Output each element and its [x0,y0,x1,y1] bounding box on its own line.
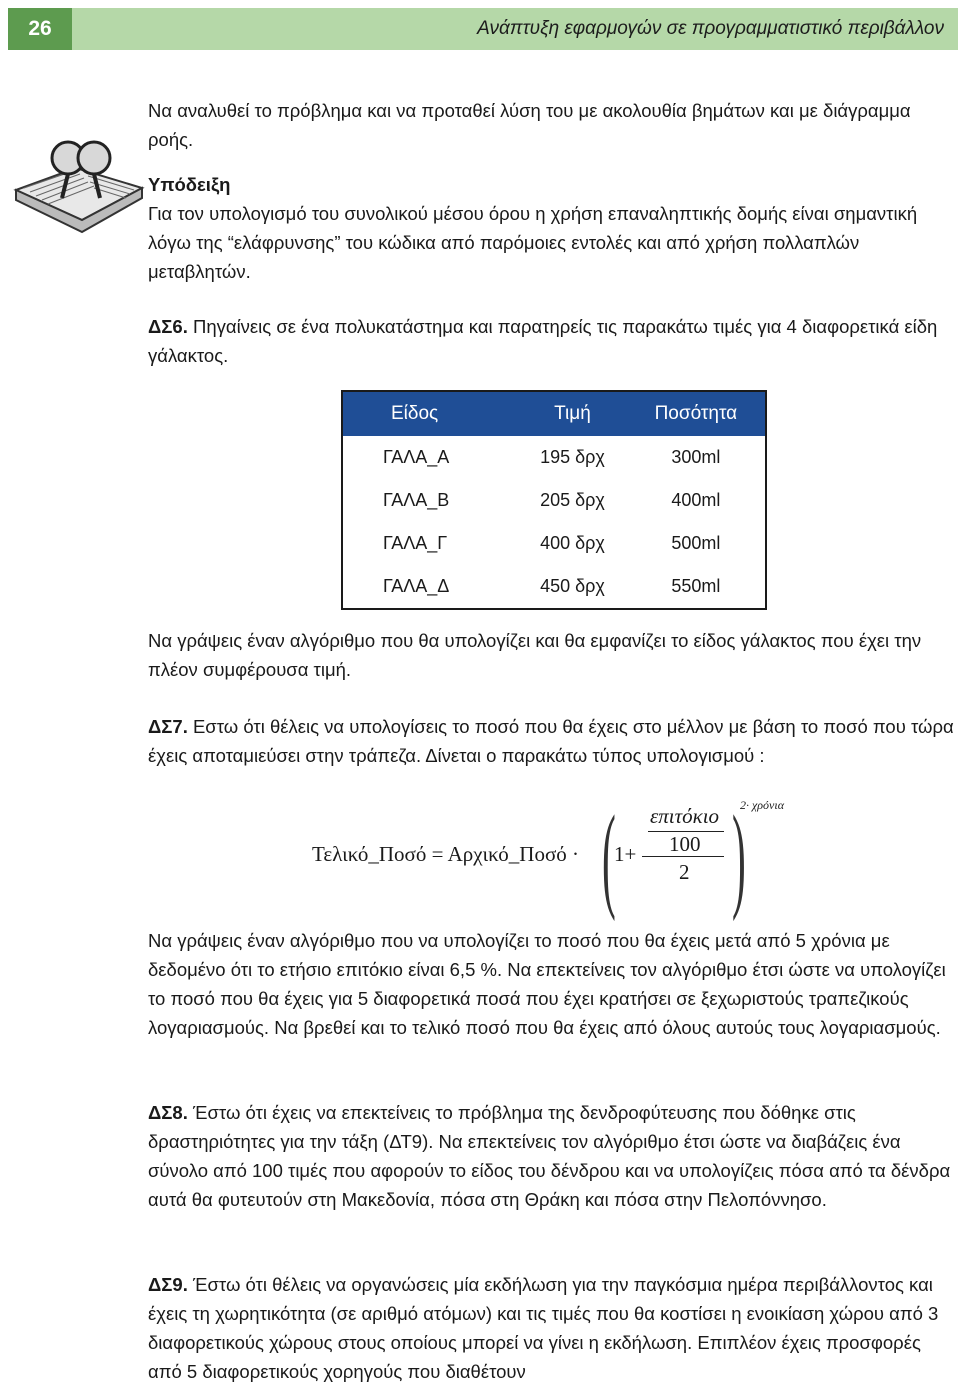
ds6-label: ΔΣ6. [148,316,188,337]
table-cell: 400 δρχ [540,533,605,553]
table-cell: 300ml [671,447,721,467]
ds7-paragraph [148,712,956,770]
formula-lhs: Τελικό_Ποσό = Αρχικό_Ποσό · [312,842,580,866]
table-row [342,522,766,565]
table-cell: 500ml [671,533,721,553]
column-header: Τιμή [518,391,627,436]
right-paren: ) [732,791,746,922]
left-paren: ( [602,791,616,922]
chapter-title: Ανάπτυξη εφαρμογών σε προγραμματιστικό περιβάλλον [72,8,958,50]
milk-price-table [341,390,767,610]
column-header: Ποσότητα [627,391,766,436]
ds9-paragraph [148,1270,956,1386]
ds7-text: Εστω ότι θέλεις να υπολογίσεις το ποσό που θα έχεις στο μέλλον με βάση το ποσό που τώρα έχεις αποταμιεύσει στην τράπεζα. Δίνεται ο παρακάτω τύπος υπολογισμού : [148,716,954,766]
table-cell: 400ml [671,490,721,510]
ds9-text: Έστω ότι θέλεις να οργανώσεις μία εκδήλωση για την παγκόσμια ημέρα περιβάλλοντος και έχεις τη χωρητικότητα (σε αριθμό ατόμων) και τις τιμές που θα κοστίσει η ενοικίαση χώρου από 3 διαφορετικούς χώρους στους οποίους μπορεί να γίνει η εκδήλωση. Επιπλέον έχεις προσφορές από 5 διαφορετικούς χορηγούς που διαθέτουν [148,1274,939,1382]
ds8-label: ΔΣ8. [148,1102,188,1123]
table-cell: ΓΑΛΑ_Γ [383,533,448,553]
table-cell: ΓΑΛΑ_Δ [383,576,450,596]
page-number: 26 [8,8,72,50]
ds6-text: Πηγαίνεις σε ένα πολυκατάστημα και παρατηρείς τις παρακάτω τιμές για 4 διαφορετικά είδη γάλακτος. [148,316,938,366]
page-header [8,8,958,50]
table-cell: ΓΑΛΑ_Α [383,447,450,467]
ds6-task: Να γράψεις έναν αλγόριθμο που θα υπολογίζει και θα εμφανίζει το είδος γάλακτος που έχει την πλέον συμφέρουσα τιμή. [148,630,922,680]
ds7-task: Να γράψεις έναν αλγόριθμο που να υπολογίζει το ποσό που θα έχεις μετά από 5 χρόνια με δεδομένο ότι το ετήσιο επιτόκιο είναι 6,5 %. Να επεκτείνεις τον αλγόριθμο έτσι ώστε να υπολογίζει το ποσό που θα έχεις για 5 διαφορετικά ποσά που έχει κρατήσει σε ξεχωριστούς τραπεζικούς λογαριασμούς. Να βρεθεί και το τελικό ποσό που θα έχεις από όλους αυτούς τους λογαριασμούς. [148,930,946,1038]
table-cell: ΓΑΛΑ_Β [383,490,450,510]
ds8-text: Έστω ότι έχεις να επεκτείνεις το πρόβλημα της δενδροφύτευσης που δόθηκε στις δραστηριότητες για την τάξη (ΔΤ9). Να επεκτείνεις τον αλγόριθμο έτσι ώστε να διαβάζεις ένα σύνολο από 100 τιμές που αφορούν το είδος του δένδρου και να υπολογίζεις πόσα από τα δένδρα αυτά θα φυτευτούν στη Μακεδονία, πόσα στη Θράκη και πόσα στην Πελοπόννησο. [148,1102,951,1210]
ds6-paragraph [148,312,956,370]
formula-exponent: 2· χρόνια [740,798,784,812]
table-cell: 195 δρχ [540,447,605,467]
interest-formula [312,790,812,920]
formula-middle: 100 [669,832,701,856]
table-cell: 550ml [671,576,721,596]
ds7-label: ΔΣ7. [148,716,188,737]
column-header: Είδος [342,391,518,436]
hint-title: Υπόδειξη [148,174,231,195]
formula-one-plus: 1+ [614,842,637,866]
ds8-paragraph [148,1098,956,1214]
formula-numerator: επιτόκιο [650,804,720,828]
hint-text: Για τον υπολογισμό του συνολικού μέσου όρου η χρήση επαναληπτικής δομής είναι σημαντική λόγω της “ελάφρυνσης” του κώδικα από παρόμοιες εντολές και από χρήση πολλαπλών μεταβλητών. [148,203,918,282]
formula-denominator: 2 [679,860,690,884]
table-row [342,565,766,609]
table-cell: 205 δρχ [540,490,605,510]
hint-block [148,170,956,286]
book-magnifier-icon [10,128,150,238]
table-header-row [342,391,766,436]
table-cell: 450 δρχ [540,576,605,596]
table-row [342,479,766,522]
fraction-line [642,856,724,857]
ds9-label: ΔΣ9. [148,1274,188,1295]
table-row [342,436,766,479]
intro-text: Να αναλυθεί το πρόβλημα και να προταθεί λύση του με ακολουθία βημάτων και με διάγραμμα ροής. [148,100,911,150]
